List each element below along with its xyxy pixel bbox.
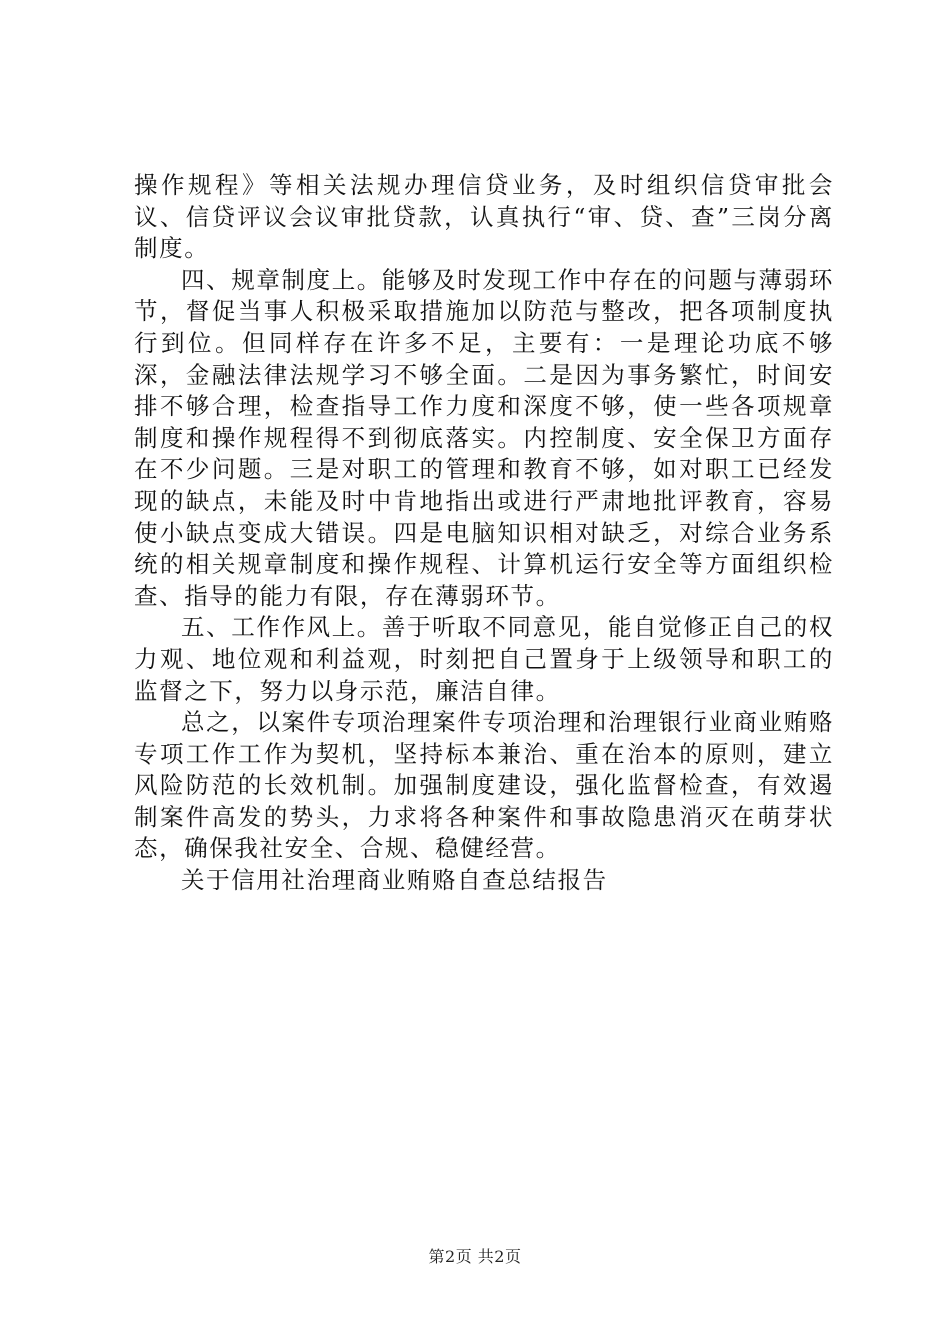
paragraph-continuation: 操作规程》等相关法规办理信贷业务，及时组织信贷审批会议、信贷评议会议审批贷款，认真执行“审、贷、查”三岗分离制度。 <box>134 171 834 263</box>
page-footer <box>0 1244 950 1267</box>
document-body <box>134 170 834 897</box>
paragraph-work-style: 五、工作作风上。善于听取不同意见，能自觉修正自己的权力观、地位观和利益观，时刻把自己置身于上级领导和职工的监督之下，努力以身示范，廉洁自律。 <box>134 613 834 705</box>
page-number-label: 第2页 共2页 <box>428 1247 522 1266</box>
closing-title: 关于信用社治理商业贿赂自查总结报告 <box>181 866 608 895</box>
paragraph-summary: 总之，以案件专项治理案件专项治理和治理银行业商业贿赂专项工作工作为契机，坚持标本兼治、重在治本的原则，建立风险防范的长效机制。加强制度建设，强化监督检查，有效遏制案件高发的势头，力求将各种案件和事故隐患消灭在萌芽状态，确保我社安全、合规、稳健经营。 <box>134 708 834 863</box>
paragraph-rules-and-regulations: 四、规章制度上。能够及时发现工作中存在的问题与薄弱环节，督促当事人积极采取措施加以防范与整改，把各项制度执行到位。但同样存在许多不足，主要有：一是理论功底不够深，金融法律法规学习不够全面。二是因为事务繁忙，时间安排不够合理，检查指导工作力度和深度不够，使一些各项规章制度和操作规程得不到彻底落实。内控制度、安全保卫方面存在不少问题。三是对职工的管理和教育不够，如对职工已经发现的缺点，未能及时中肯地指出或进行严肃地批评教育，容易使小缺点变成大错误。四是电脑知识相对缺乏，对综合业务系统的相关规章制度和操作规程、计算机运行安全等方面组织检查、指导的能力有限，存在薄弱环节。 <box>134 265 834 610</box>
